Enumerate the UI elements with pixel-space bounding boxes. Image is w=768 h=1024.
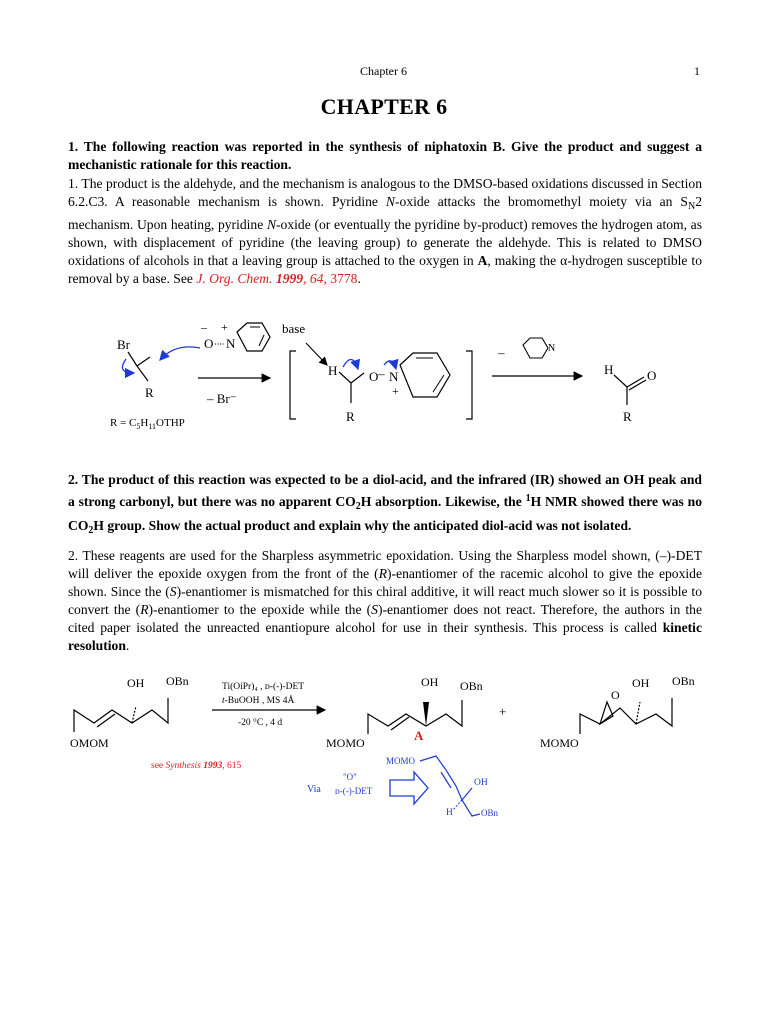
oh-label-3: OH <box>632 676 650 690</box>
product-a-label: A <box>414 728 424 743</box>
oh-label-2: OH <box>421 675 439 689</box>
n-label-2: N <box>389 369 399 384</box>
obn-label-1: OBn <box>166 674 189 688</box>
r-label-3: R <box>623 409 632 424</box>
via-label: Via <box>307 784 321 795</box>
svg-text:+: + <box>392 384 399 398</box>
o-label-2: O <box>369 369 379 384</box>
page-number: 1 <box>694 64 700 78</box>
answer-2: 2. These reagents are used for the Sharpless asymmetric epoxidation. Using the Sharpless model shown, (–)-DET will deliver the epoxide oxygen from the front of the (R)-enantiomer of the racemic alcohol to give the epoxide shown. Since the (S)-enantiomer is mismatched for this chiral additive, it will react much slower so it is possible to convert the (R)-enantiomer to the epoxide while the (S)-enantiomer does not react. Therefore, the authors in the cited paper isolated the unreacted enantiopure alcohol for use in their synthesis. This process is called kinetic resolution. <box>68 548 702 653</box>
o-label-1: O <box>204 336 214 351</box>
r-label-2: R <box>346 409 355 424</box>
model-momo-label: MOMO <box>386 756 416 766</box>
n-label-3: N <box>548 343 556 354</box>
h-label-1: H <box>328 363 338 378</box>
h-label-2: H <box>604 362 614 377</box>
r-label-1: R <box>145 385 154 400</box>
reagent-line-3: -20 °C , 4 d <box>238 718 283 728</box>
model-obn-label: OBn <box>481 808 499 818</box>
chapter-header: Chapter 6 <box>360 64 407 78</box>
svg-text:–: – <box>498 345 505 360</box>
obn-label-3: OBn <box>672 674 695 688</box>
obn-label-2: OBn <box>460 679 483 693</box>
momo-label-2: MOMO <box>540 736 579 750</box>
hollow-arrow <box>390 772 428 804</box>
svg-text:–: – <box>378 366 385 381</box>
svg-text:–: – <box>201 320 207 334</box>
question-1: 1. The following reaction was reported in the synthesis of niphatoxin B. Give the product and suggest a mechanistic rationale for this reaction. <box>68 139 702 172</box>
oh-label-1: OH <box>127 676 145 690</box>
momo-label-1: MOMO <box>326 736 365 750</box>
o-label-3: O <box>647 368 657 383</box>
model-h-label: H <box>446 808 453 818</box>
br-label: Br <box>117 337 130 352</box>
reference-synthesis: see Synthesis 1993, 615 <box>151 761 242 771</box>
reagent-line-2: t-BuOOH , MS 4Å <box>222 696 295 706</box>
base-label: base <box>282 321 306 336</box>
epoxidation-scheme-2 <box>0 668 768 838</box>
question-2: 2. The product of this reaction was expected to be a diol-acid, and the infrared (IR) showed an OH peak and a strong carbonyl, but there was no apparent $CO_2H$ absorption. Likewise, the $^1$H NMR showed there was no $CO_2H$ group. Show the actual product and explain why the anticipated diol-acid was not isolated. <box>68 472 702 536</box>
svg-text:+: + <box>221 320 228 334</box>
r-definition: $R = C_5H_{11}OTHP$ <box>110 417 185 431</box>
pyridine-ring-3 <box>523 338 548 358</box>
quote-o-label: "O" <box>343 772 357 782</box>
model-oh-label: OH <box>474 778 488 788</box>
n-label-1: N <box>226 336 236 351</box>
mechanism-scheme-1 <box>0 315 768 465</box>
minus-br-label: – Br⁻ <box>207 391 237 406</box>
epoxide-o-label: O <box>611 688 620 702</box>
det-label: ᴅ-(-)-DET <box>335 786 373 796</box>
plus-sign: + <box>499 704 507 719</box>
omom-label: OMOM <box>70 736 109 750</box>
reagent-line-1: Ti(OiPr)₄ , ᴅ-(-)-DET <box>222 682 305 692</box>
chapter-title: CHAPTER 6 <box>320 94 448 119</box>
pyridine-ring-2 <box>400 353 450 397</box>
reference-link-joc[interactable]: J. Org. Chem. 1999, 64, 3778 <box>196 271 358 286</box>
answer-1: 1. The product is the aldehyde, and the mechanism is analogous to the DMSO-based oxidations discussed in Section 6.2.C3. A reasonable mechanism is shown. Pyridine N-oxide attacks the bromomethyl moiety via an $S_N2$ mechanism. Upon heating, pyridine N-oxide (or eventually the pyridine by-product) removes the hydrogen atom, as shown, with displacement of pyridine (the leaving group) to generate the aldehyde. This is related to DMSO oxidations of alcohols in that a leaving group is attached to the oxygen in A, making the α-hydrogen susceptible to removal by a base. See J. Org. Chem. 1999, 64, 3778. <box>68 176 702 286</box>
